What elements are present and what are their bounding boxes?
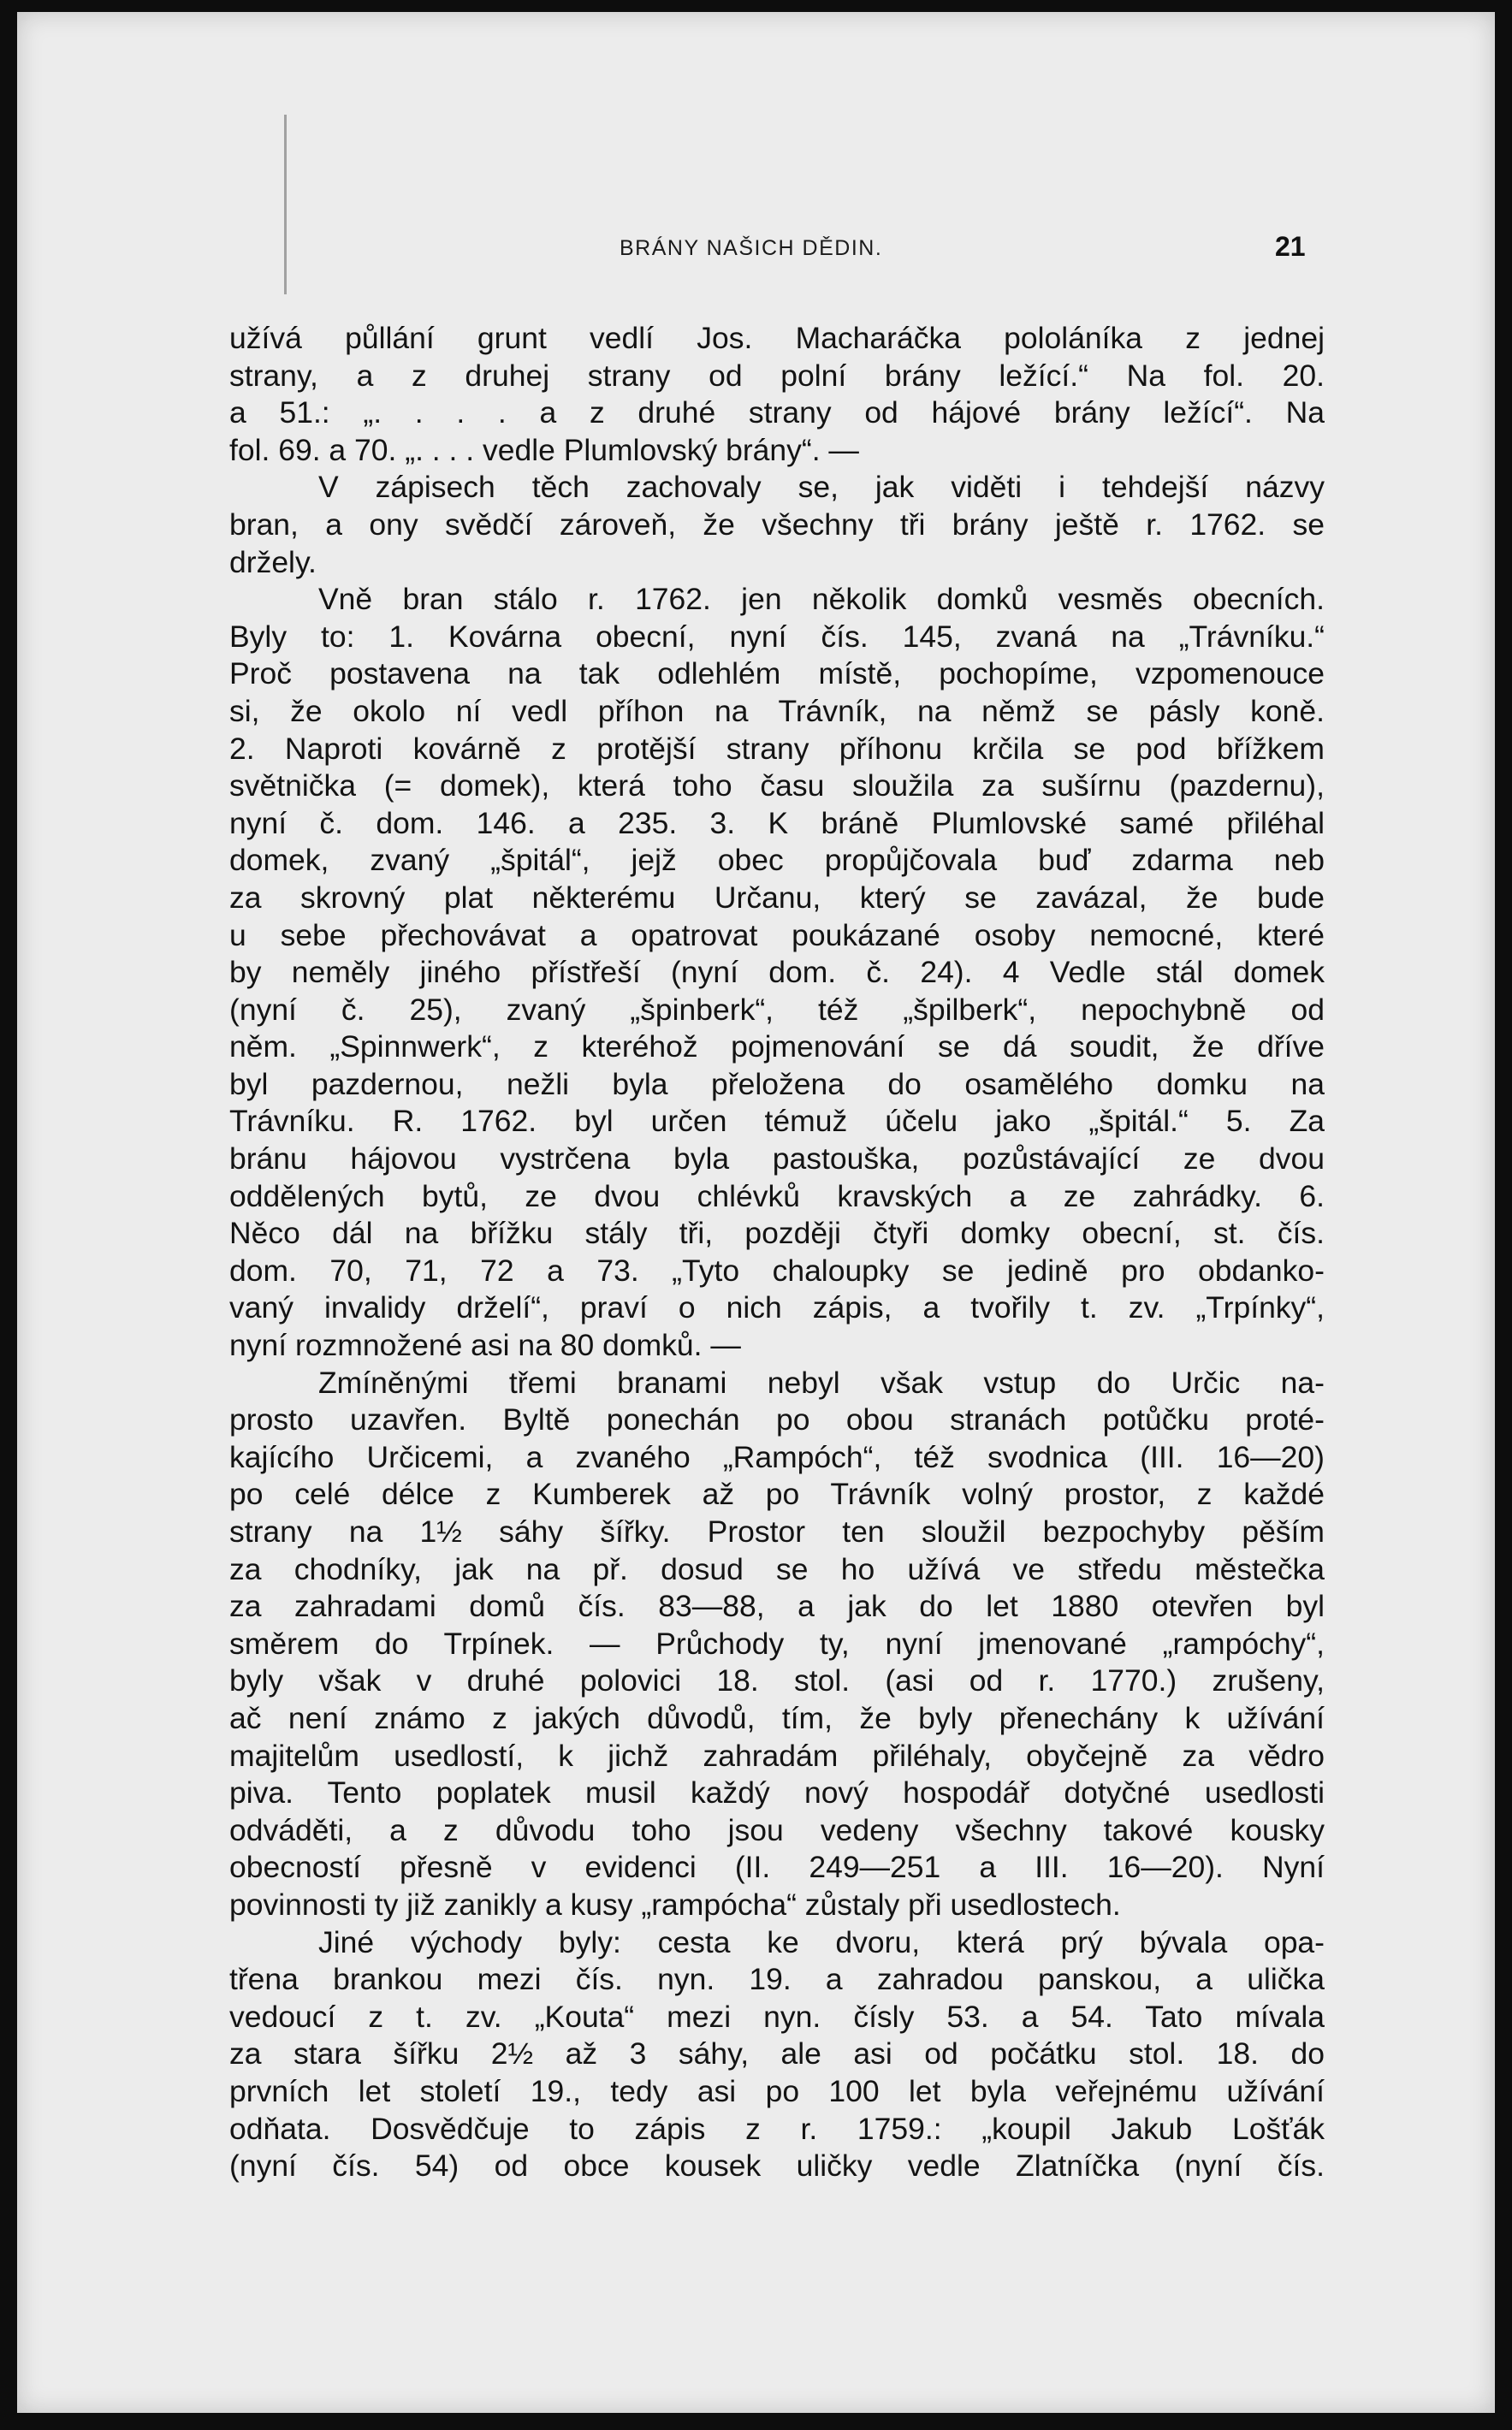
text-line: u sebe přechovávat a opatrovat poukázané osoby nemocné, které bbox=[229, 917, 1325, 952]
text-line: povinnosti ty již zanikly a kusy „rampócha“ zůstaly při usedlostech. bbox=[229, 1887, 1121, 1922]
text-line: oddělených bytů, ze dvou chlévků kravských a ze zahrádky. 6. bbox=[229, 1178, 1325, 1213]
text-line: nyní rozmnožené asi na 80 domků. — bbox=[229, 1328, 741, 1363]
text-line: směrem do Trpínek. — Průchody ty, nyní jmenované „rampóchy“, bbox=[229, 1626, 1325, 1661]
text-line: Byly to: 1. Kovárna obecní, nyní čís. 145, zvaná na „Trávníku.“ bbox=[229, 619, 1325, 654]
text-line: (nyní čís. 54) od obce kousek uličky vedle Zlatníčka (nyní čís. bbox=[229, 2148, 1325, 2184]
text-line: třena brankou mezi čís. nyn. 19. a zahradou panskou, a ulička bbox=[229, 1962, 1325, 1997]
text-line: fol. 69. a 70. „. . . . vedle Plumlovský brány“. — bbox=[229, 432, 859, 467]
text-line: Proč postavena na tak odlehlém místě, pochopíme, vzpomenouce bbox=[229, 656, 1325, 691]
page-number: 21 bbox=[1275, 231, 1306, 262]
text-line: ač není známo z jakých důvodů, tím, že byly přenechány k užívání bbox=[229, 1700, 1325, 1735]
text-line: 2. Naproti kovárně z protější strany příhonu krčila se pod břížkem bbox=[229, 731, 1325, 766]
text-line: za zahradami domů čís. 83—88, a jak do let 1880 otevřen byl bbox=[229, 1589, 1325, 1624]
body-text bbox=[229, 320, 1325, 2185]
text-line: užívá půllání grunt vedlí Jos. Macharáčka pololáníka z jednej bbox=[229, 321, 1325, 355]
text-line: za stara šířku 2½ až 3 sáhy, ale asi od počátku stol. 18. do bbox=[229, 2036, 1325, 2071]
text-line: držely. bbox=[229, 544, 317, 579]
text-line: prosto uzavřen. Byltě ponechán po obou stranách potůčku proté- bbox=[229, 1402, 1325, 1437]
text-line: a 51.: „. . . . a z druhé strany od hájové brány ležící“. Na bbox=[229, 395, 1325, 430]
page-header bbox=[17, 231, 1495, 270]
text-line: si, že okolo ní vedl příhon na Trávník, na němž se pásly koně. bbox=[229, 693, 1325, 728]
text-line: bránu hájovou vystrčena byla pastouška, pozůstávající ze dvou bbox=[229, 1141, 1325, 1176]
text-line: za skrovný plat některému Určanu, který se zavázal, že bude bbox=[229, 880, 1325, 915]
text-line: strany, a z druhej strany od polní brány ležící.“ Na fol. 20. bbox=[229, 358, 1325, 393]
text-line: odváděti, a z důvodu toho jsou vedeny všechny takové kousky bbox=[229, 1812, 1325, 1847]
text-line: Vně bran stálo r. 1762. jen několik domků vesměs obecních. bbox=[318, 582, 1325, 617]
text-line: V zápisech těch zachovaly se, jak viděti i tehdejší názvy bbox=[318, 470, 1325, 505]
running-title: BRÁNY NAŠICH DĚDIN. bbox=[620, 236, 883, 260]
text-line: vaný invalidy drželí“, praví o nich zápis, a tvořily t. zv. „Trpínky“, bbox=[229, 1290, 1325, 1325]
text-line: odňata. Dosvědčuje to zápis z r. 1759.: „koupil Jakub Lošťák bbox=[229, 2111, 1325, 2146]
text-line: dom. 70, 71, 72 a 73. „Tyto chaloupky se jedině pro obdanko- bbox=[229, 1253, 1325, 1288]
text-line: nyní č. dom. 146. a 235. 3. K bráně Plumlovské samé přiléhal bbox=[229, 805, 1325, 840]
text-line: světnička (= domek), která toho času sloužila za sušírnu (pazdernu), bbox=[229, 768, 1325, 803]
text-line: (nyní č. 25), zvaný „špinberk“, též „špilberk“, nepochybně od bbox=[229, 992, 1325, 1027]
text-line: domek, zvaný „špitál“, jejž obec propůjčovala buď zdarma neb bbox=[229, 843, 1325, 878]
text-line: něm. „Spinnwerk“, z kteréhož pojmenování se dá soudit, že dříve bbox=[229, 1029, 1325, 1064]
text-line: bran, a ony svědčí zároveň, že všechny tři brány ještě r. 1762. se bbox=[229, 507, 1325, 542]
text-line: byly však v druhé polovici 18. stol. (asi od r. 1770.) zrušeny, bbox=[229, 1663, 1325, 1698]
text-line: za chodníky, jak na př. dosud se ho užívá ve středu městečka bbox=[229, 1551, 1325, 1586]
text-line: po celé délce z Kumberek až po Trávník volný prostor, z každé bbox=[229, 1477, 1325, 1512]
text-line: by neměly jiného přístřeší (nyní dom. č. 24). 4 Vedle stál domek bbox=[229, 955, 1325, 990]
text-line: obecností přesně v evidenci (II. 249—251 a III. 16—20). Nyní bbox=[229, 1850, 1325, 1885]
text-line: piva. Tento poplatek musil každý nový hospodář dotyčné usedlosti bbox=[229, 1775, 1325, 1811]
text-line: prvních let století 19., tedy asi po 100 let byla veřejnému užívání bbox=[229, 2073, 1325, 2108]
text-line: strany na 1½ sáhy šířky. Prostor ten sloužil bezpochyby pěším bbox=[229, 1514, 1325, 1549]
text-line: Jiné východy byly: cesta ke dvoru, která prý bývala opa- bbox=[318, 1924, 1325, 1959]
text-line: Trávníku. R. 1762. byl určen témuž účelu jako „špitál.“ 5. Za bbox=[229, 1104, 1325, 1139]
text-line: byl pazdernou, nežli byla přeložena do osamělého domku na bbox=[229, 1066, 1325, 1101]
book-page bbox=[17, 12, 1495, 2413]
text-line: Něco dál na břížku stály tři, později čtyři domky obecní, st. čís. bbox=[229, 1216, 1325, 1251]
text-line: Zmíněnými třemi branami nebyl však vstup do Určic na- bbox=[318, 1365, 1325, 1400]
text-line: vedoucí z t. zv. „Kouta“ mezi nyn. čísly 53. a 54. Tato mívala bbox=[229, 1999, 1325, 2034]
text-line: majitelům usedlostí, k jichž zahradám přiléhaly, obyčejně za vědro bbox=[229, 1738, 1325, 1773]
text-line: kajícího Určicemi, a zvaného „Rampóch“, též svodnica (III. 16—20) bbox=[229, 1439, 1325, 1474]
